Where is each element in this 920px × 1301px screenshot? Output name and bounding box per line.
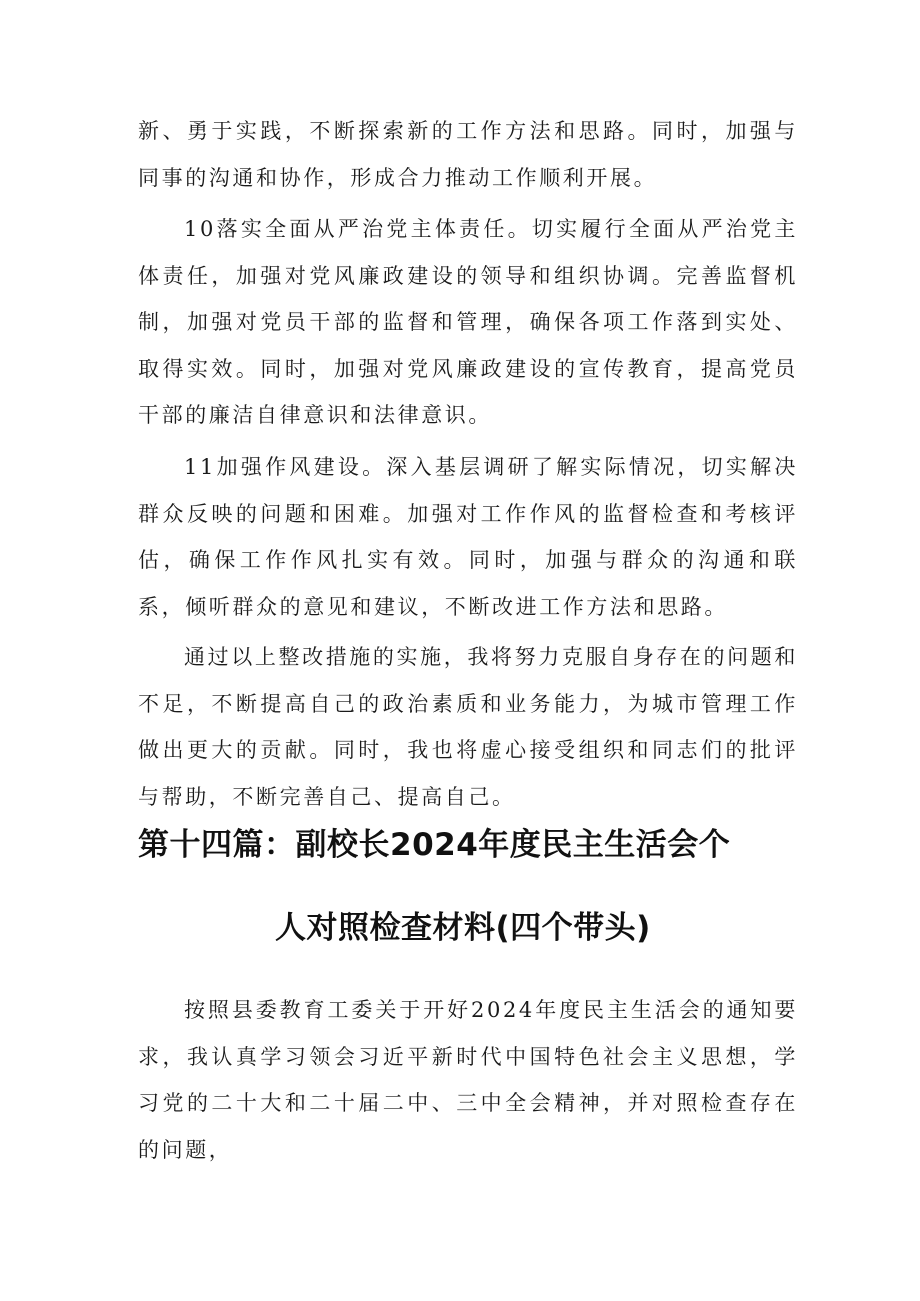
paragraph-conclusion: 通过以上整改措施的实施，我将努力克服自身存在的问题和不足，不断提高自己的政治素质和业务能力，为城市管理工作做出更大的贡献。同时，我也将虚心接受组织和同志们的批评与帮助，不断完善自己、提高自己。 bbox=[138, 645, 798, 809]
paragraph-item-11: 11加强作风建设。深入基层调研了解实际情况，切实解决群众反映的问题和困难。加强对工作作风的监督检查和考核评估，确保工作作风扎实有效。同时，加强与群众的沟通和联系，倾听群众的意见和建议，不断改进工作方法和思路。 bbox=[138, 455, 798, 619]
paragraph-continuation: 新、勇于实践，不断探索新的工作方法和思路。同时，加强与同事的沟通和协作，形成合力推动工作顺利开展。 bbox=[138, 119, 798, 190]
section-title-line-1: 第十四篇：副校长2024年度民主生活会个 bbox=[138, 827, 731, 863]
section-title-line-2: 人对照检查材料(四个带头) bbox=[275, 910, 651, 946]
paragraph-item-10: 10落实全面从严治党主体责任。切实履行全面从严治党主体责任，加强对党风廉政建设的领导和组织协调。完善监督机制，加强对党员干部的监督和管理，确保各项工作落到实处、取得实效。同时，加强对党风廉政建设的宣传教育，提高党员干部的廉洁自律意识和法律意识。 bbox=[138, 217, 798, 427]
paragraph-intro: 按照县委教育工委关于开好2024年度民主生活会的通知要求，我认真学习领会习近平新时代中国特色社会主义思想，学习党的二十大和二十届二中、三中全会精神，并对照检查存在的问题， bbox=[138, 998, 798, 1162]
